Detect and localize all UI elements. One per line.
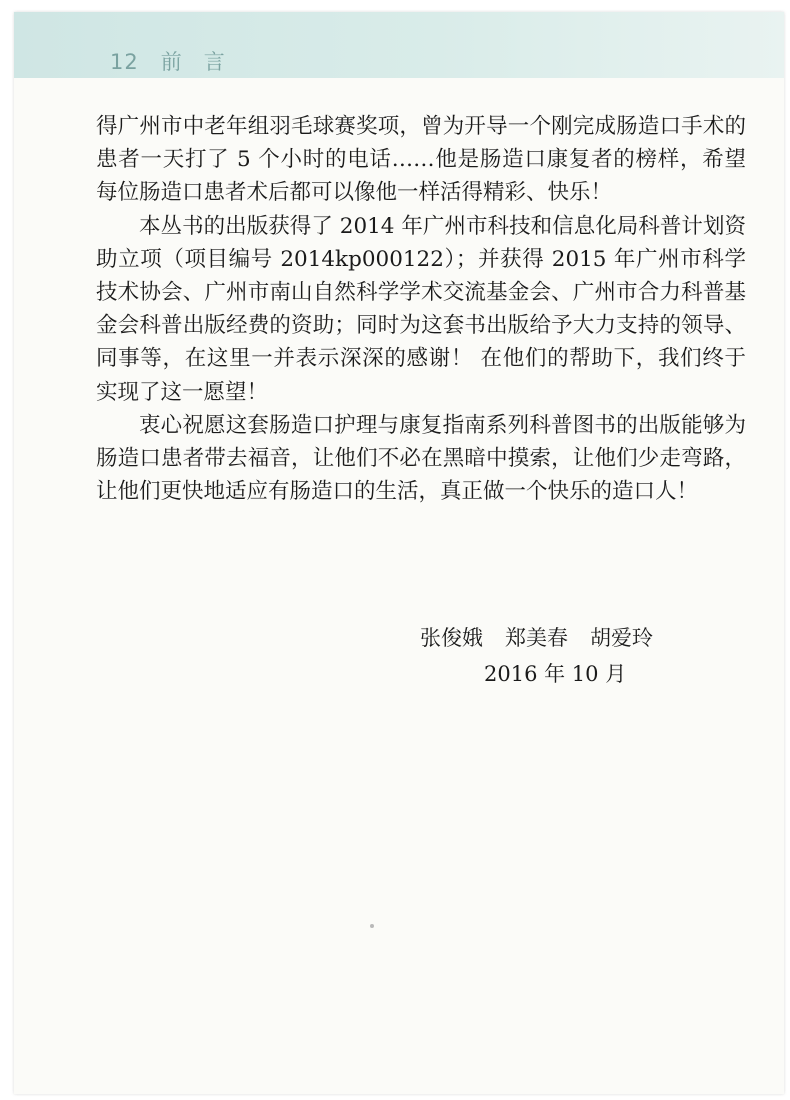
page-header xyxy=(110,46,247,76)
paragraph-2: 本丛书的出版获得了 2014 年广州市科技和信息化局科普计划资助立项（项目编号 2014kp000122）；并获得 2015 年广州市科学技术协会、广州市南山自然科学学术交流基金会、广州市合力科普基金会科普出版经费的资助；同时为这套书出版给予大力支持的领导、同事等，在这里一并表示深深的感谢！ 在他们的帮助下，我们终于实现了这一愿望！ xyxy=(96,213,746,405)
paragraph-3: 衷心祝愿这套肠造口护理与康复指南系列科普图书的出版能够为肠造口患者带去福音，让他们不必在黑暗中摸索，让他们少走弯路，让他们更快地适应有肠造口的生活，真正做一个快乐的造口人！ xyxy=(96,412,746,505)
signature-date: 2016 年 10 月 xyxy=(484,662,627,686)
author-name: 郑美春 xyxy=(505,626,568,650)
author-names xyxy=(420,620,675,656)
signature-block xyxy=(420,620,675,692)
paragraph-1: 得广州市中老年组羽毛球赛奖项，曾为开导一个刚完成肠造口手术的患者一天打了 5 个小时的电话……他是肠造口康复者的榜样，希望每位肠造口患者术后都可以像他一样活得精彩、快乐！ xyxy=(96,114,746,206)
author-name: 胡爱玲 xyxy=(590,626,653,650)
paper-speck xyxy=(370,924,374,928)
author-name: 张俊娥 xyxy=(420,626,483,650)
page-number: 12 xyxy=(110,50,139,74)
section-title: 前言 xyxy=(160,50,247,74)
body-text xyxy=(96,110,746,508)
